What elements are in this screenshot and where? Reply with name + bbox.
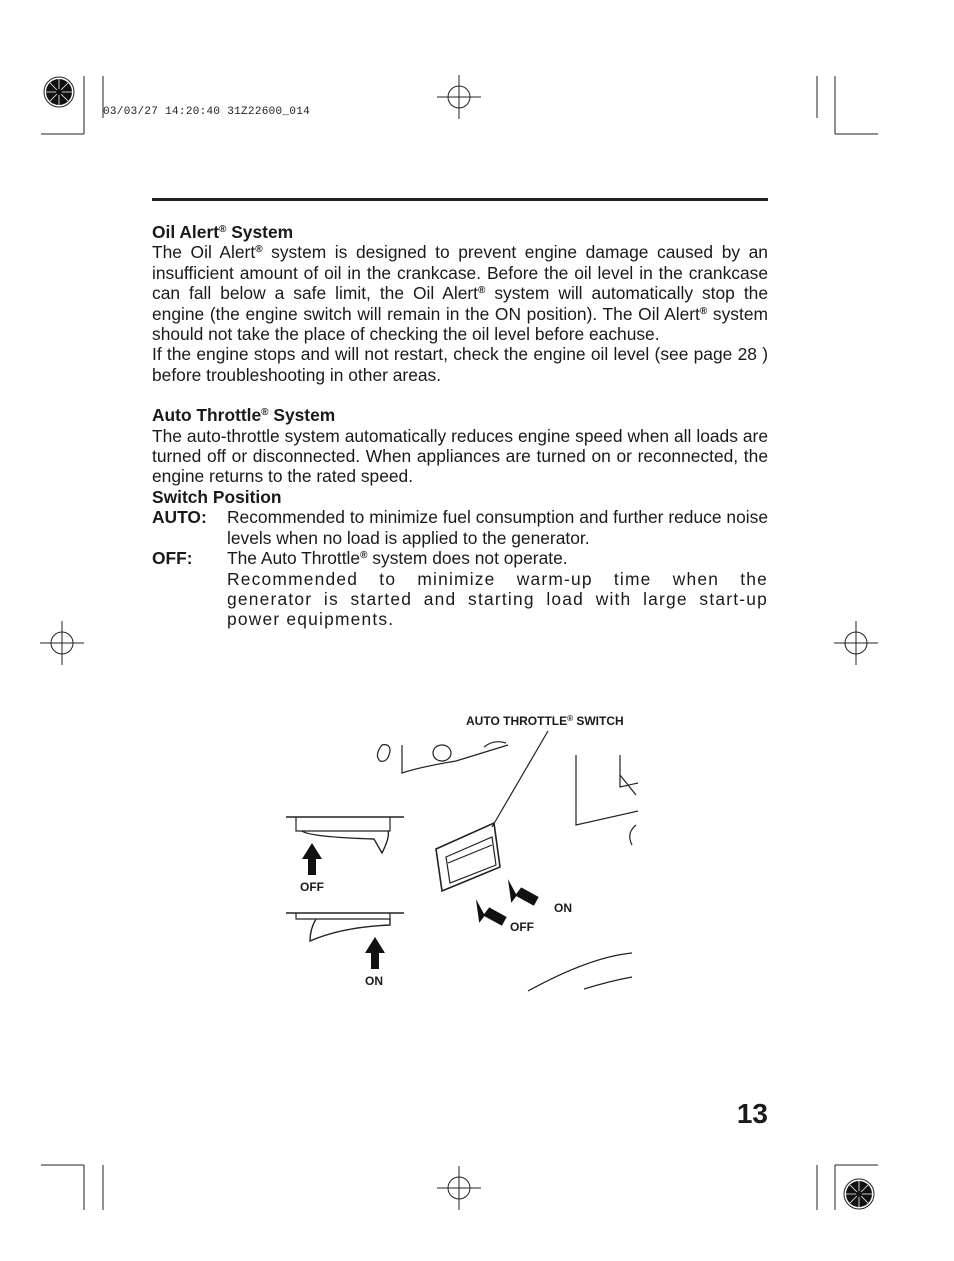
oil-alert-paragraph-1: The Oil Alert® system is designed to prevent engine damage caused by an insufficient amount of oil in the crankcase. Before the oil level in the crankcase can fall below a safe limit, the Oil Alert® system will automatically stop the engine (the engine switch will remain in the ON position). The Oil Alert® system should not take the place of checking the oil level before eachuse. [152, 242, 768, 345]
starburst-top-left [44, 77, 74, 107]
off-description-2: Recommended to minimize warm-up time when the generator is started and starting load with large start-up power equipments. [227, 568, 768, 630]
arrow-off-right [476, 895, 508, 929]
label-off-top: OFF [300, 880, 324, 894]
auto-definition [152, 507, 768, 548]
crosshair-left [40, 621, 84, 665]
off-term: OFF: [152, 548, 193, 569]
arrow-up-off [302, 843, 322, 875]
page-content [152, 222, 768, 630]
label-on-right: ON [554, 901, 572, 915]
page-number: 13 [736, 1098, 768, 1129]
auto-throttle-paragraph: The auto-throttle system automatically reduces engine speed when all loads are turned off or disconnected. When appliances are turned on or reconnected, the engine returns to the rated speed. [152, 425, 768, 487]
starburst-bottom-right [844, 1179, 874, 1209]
label-on-bottom: ON [365, 974, 383, 988]
switch-position-heading: Switch Position [152, 486, 282, 507]
panel-edge [402, 745, 508, 773]
auto-term: AUTO: [152, 507, 207, 528]
side-panel [576, 755, 638, 825]
print-stamp: 03/03/27 14:20:40 31Z22600_014 [103, 106, 311, 118]
auto-description: Recommended to minimize fuel consumption and further reduce noise levels when no load is applied to the generator. [227, 507, 768, 548]
base-curve [528, 953, 632, 991]
switch-drawing [270, 705, 650, 1005]
crosshair-bottom [437, 1166, 481, 1210]
off-definition [152, 548, 768, 568]
crosshair-top [437, 75, 481, 119]
leader-line [492, 731, 548, 827]
auto-throttle-switch-illustration [270, 705, 650, 1005]
header-rule [152, 198, 768, 201]
auto-throttle-heading: Auto Throttle® System [152, 405, 336, 426]
knob-outline [377, 745, 390, 762]
off-description: The Auto Throttle® system does not operate. [227, 548, 568, 569]
switch-label: AUTO THROTTLE® SWITCH [466, 714, 624, 728]
arrow-up-on [365, 937, 385, 969]
oil-alert-heading: Oil Alert® System [152, 222, 294, 242]
off-definition-continued [152, 569, 768, 630]
switch-rocker [446, 837, 496, 883]
arrow-on-right [508, 875, 540, 909]
label-off-right: OFF [510, 920, 534, 934]
crosshair-right [834, 621, 878, 665]
oil-alert-paragraph-2: If the engine stops and will not restart, check the engine oil level (see page 28 ) before troubleshooting in other areas. [152, 344, 768, 385]
knob-outline-2 [433, 745, 451, 761]
